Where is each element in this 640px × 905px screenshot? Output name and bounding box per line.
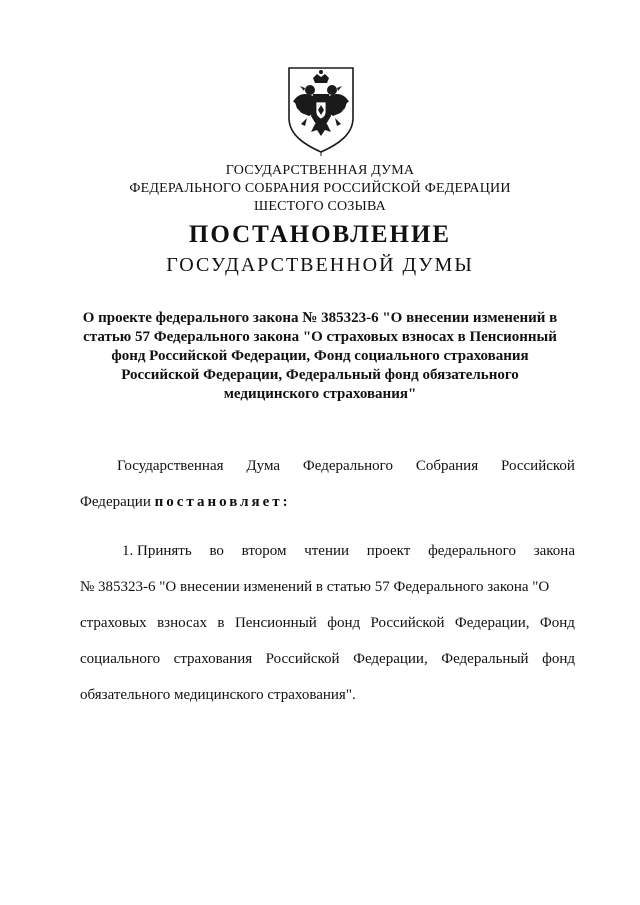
item-line: обязательного медицинского страхования".: [80, 687, 356, 703]
preamble-word: Государственная: [117, 458, 224, 474]
item-word: втором: [241, 543, 287, 559]
resolves-keyword: постановляет:: [154, 494, 291, 510]
item-word: взносах: [157, 615, 207, 631]
header-line-federal-assembly: ФЕДЕРАЛЬНОГО СОБРАНИЯ РОССИЙСКОЙ ФЕДЕРАЦИИ: [129, 181, 511, 196]
item-word: в: [217, 615, 225, 631]
item-word: фонд: [327, 615, 361, 631]
item-word: Федерации,: [353, 651, 428, 667]
item-word: Российской: [265, 651, 340, 667]
item-word: Фонд: [539, 615, 575, 631]
item-word: во: [209, 543, 224, 559]
item-line: [80, 605, 575, 641]
preamble-word: Российской: [501, 458, 575, 474]
subject-line: Российской Федерации, Федеральный фонд обязательного: [121, 367, 519, 383]
resolution-subject: [75, 309, 565, 404]
document-subtitle: ГОСУДАРСТВЕННОЙ ДУМЫ: [166, 254, 474, 276]
item-word: Пенсионный: [234, 615, 317, 631]
item-word: проект: [366, 543, 411, 559]
item-word: фонд: [542, 651, 575, 667]
item-word: чтении: [304, 543, 350, 559]
issuing-body-header: [0, 162, 640, 216]
item-word: Федерации,: [454, 615, 530, 631]
item-word: Федеральный: [441, 651, 529, 667]
russian-coat-of-arms-icon: [283, 66, 359, 156]
subject-line: О проекте федерального закона № 385323-6 "О внесении изменений в: [82, 310, 558, 326]
preamble-word: Дума: [246, 458, 281, 474]
item-word: страхования: [173, 651, 253, 667]
preamble-word: Собрания: [415, 458, 479, 474]
subject-line: фонд Российской Федерации, Фонд социального страхования: [111, 348, 529, 364]
item-word: социального: [80, 651, 161, 667]
item-line: [80, 641, 575, 677]
item-line: [80, 533, 575, 569]
header-line-convocation: ШЕСТОГО СОЗЫВА: [254, 199, 386, 214]
item-word: федерального: [428, 543, 516, 559]
item-word: закона: [533, 543, 575, 559]
subject-line: медицинского страхования": [223, 386, 417, 402]
preamble-paragraph: [80, 448, 575, 520]
preamble-word: Федерального: [302, 458, 393, 474]
subject-line: статью 57 Федерального закона "О страховых взносах в Пенсионный: [83, 329, 557, 345]
item-word: 1. Принять: [122, 543, 192, 559]
item-word: Российской: [370, 615, 445, 631]
preamble-line: [80, 448, 575, 484]
header-line-duma: ГОСУДАРСТВЕННАЯ ДУМА: [225, 163, 415, 178]
preamble-word: Федерации: [80, 494, 151, 510]
item-word: страховых: [80, 615, 147, 631]
resolution-item-1: [80, 533, 575, 713]
preamble-line: [80, 484, 575, 520]
document-title: ПОСТАНОВЛЕНИЕ: [188, 221, 452, 248]
item-line: № 385323-6 "О внесении изменений в статью 57 Федерального закона "О: [80, 579, 550, 595]
